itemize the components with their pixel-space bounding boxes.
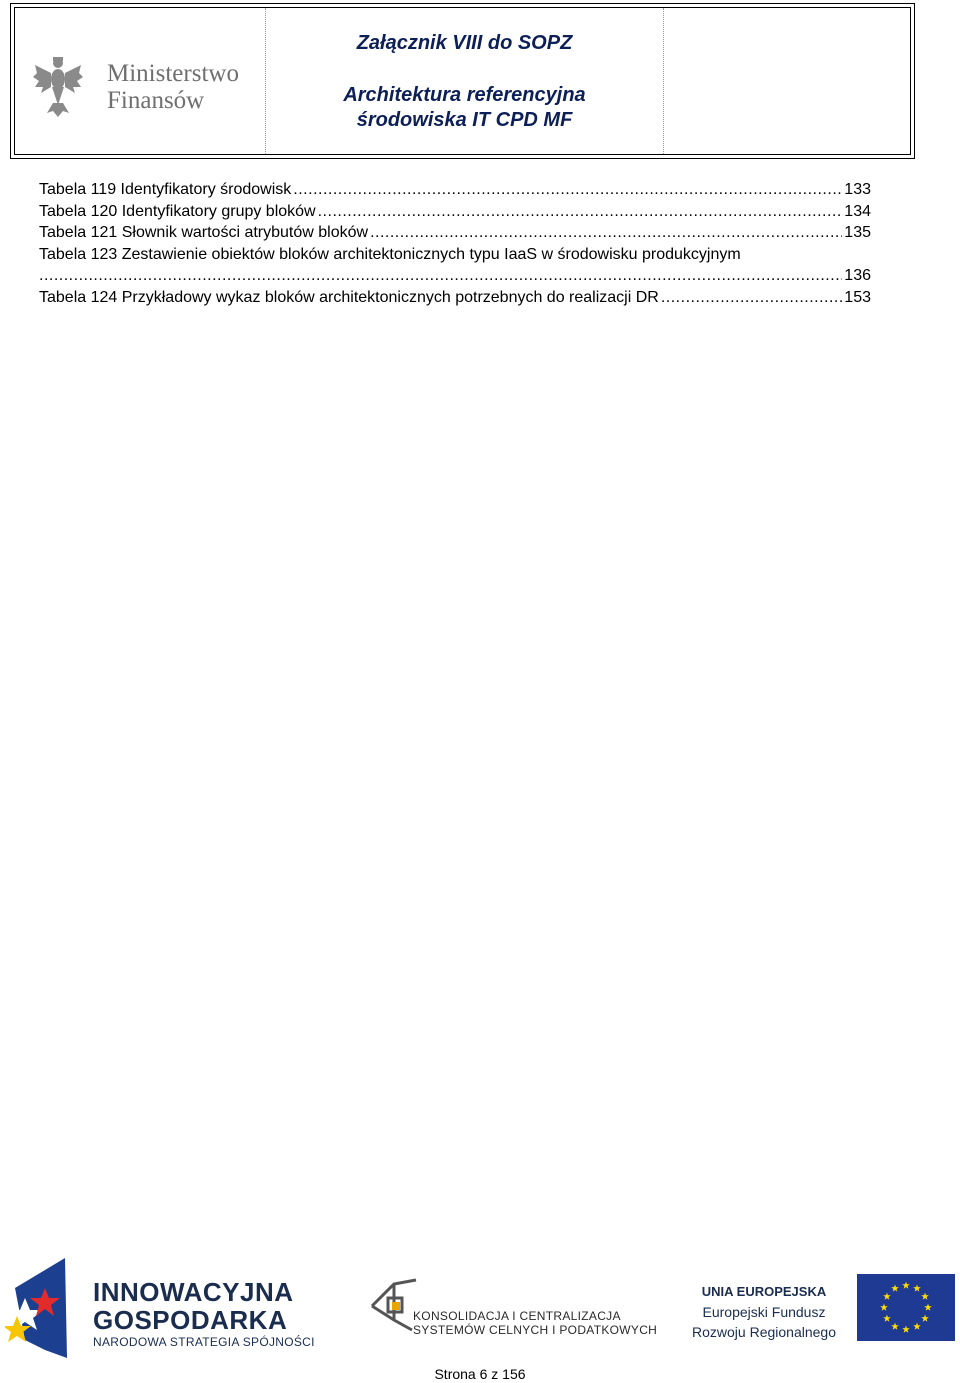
ig-subtitle: NARODOWA STRATEGIA SPÓJNOŚCI — [93, 1335, 315, 1349]
ig-title — [93, 1278, 294, 1334]
title-line2: Architektura referencyjna — [343, 84, 586, 106]
cell-divider — [663, 8, 664, 154]
toc-leader — [370, 222, 842, 244]
page-number: Strona 6 z 156 — [434, 1366, 526, 1382]
toc-entry[interactable] — [39, 244, 871, 287]
toc-entry-title: Tabela 119 Identyfikatory środowisk — [39, 181, 292, 198]
toc-entry[interactable] — [39, 287, 871, 309]
toc-entry-page: 135 — [844, 224, 871, 241]
konsolidacja-text — [413, 1309, 657, 1337]
toc-leader — [318, 201, 843, 223]
toc-entry-page: 134 — [844, 202, 871, 220]
ig-line1: INNOWACYJNA — [93, 1277, 294, 1307]
toc-leader — [39, 265, 842, 287]
title-line3: środowiska IT CPD MF — [356, 109, 573, 131]
toc-leader — [293, 179, 842, 201]
toc-entry-title: Tabela 120 Identyfikatory grupy bloków — [39, 202, 316, 220]
toc-entry-page: 133 — [844, 181, 871, 198]
ministry-line2: Finansów — [107, 87, 205, 114]
toc-entry-title: Tabela 123 Zestawienie obiektów bloków architektonicznych typu IaaS w środowisku produkcyjnym — [39, 245, 741, 263]
ministry-logo — [15, 8, 265, 154]
toc-entry[interactable] — [39, 179, 871, 201]
toc-entry-page: 153 — [844, 288, 871, 306]
ministry-line1: Ministerstwo — [107, 60, 239, 87]
eu-line1: UNIA EUROPEJSKA — [701, 1284, 827, 1299]
konsolidacja-line2: SYSTEMÓW CELNYCH I PODATKOWYCH — [413, 1323, 658, 1337]
eu-line3: Rozwoju Regionalnego — [692, 1324, 836, 1340]
toc-entry[interactable] — [39, 201, 871, 223]
eu-fund-text — [684, 1282, 844, 1342]
ig-line2: GOSPODARKA — [93, 1305, 288, 1335]
toc-leader — [661, 287, 842, 309]
ministry-name — [107, 60, 239, 114]
toc-entry-title: Tabela 124 Przykładowy wykaz bloków architektonicznych potrzebnych do realizacji DR — [39, 288, 659, 306]
document-header — [10, 3, 915, 159]
konsolidacja-line1: KONSOLIDACJA I CENTRALIZACJA — [413, 1309, 621, 1323]
table-of-contents — [39, 179, 871, 308]
eagle-emblem-icon — [33, 55, 83, 117]
toc-entry[interactable] — [39, 222, 871, 244]
header-table — [14, 7, 911, 155]
document-title — [266, 8, 663, 154]
title-line1: Załącznik VIII do SOPZ — [356, 32, 573, 54]
eu-flag-icon — [857, 1274, 955, 1341]
toc-entry-title: Tabela 121 Słownik wartości atrybutów bloków — [39, 224, 369, 241]
toc-entry-page: 136 — [844, 267, 871, 284]
eu-line2: Europejski Fundusz — [702, 1304, 826, 1320]
